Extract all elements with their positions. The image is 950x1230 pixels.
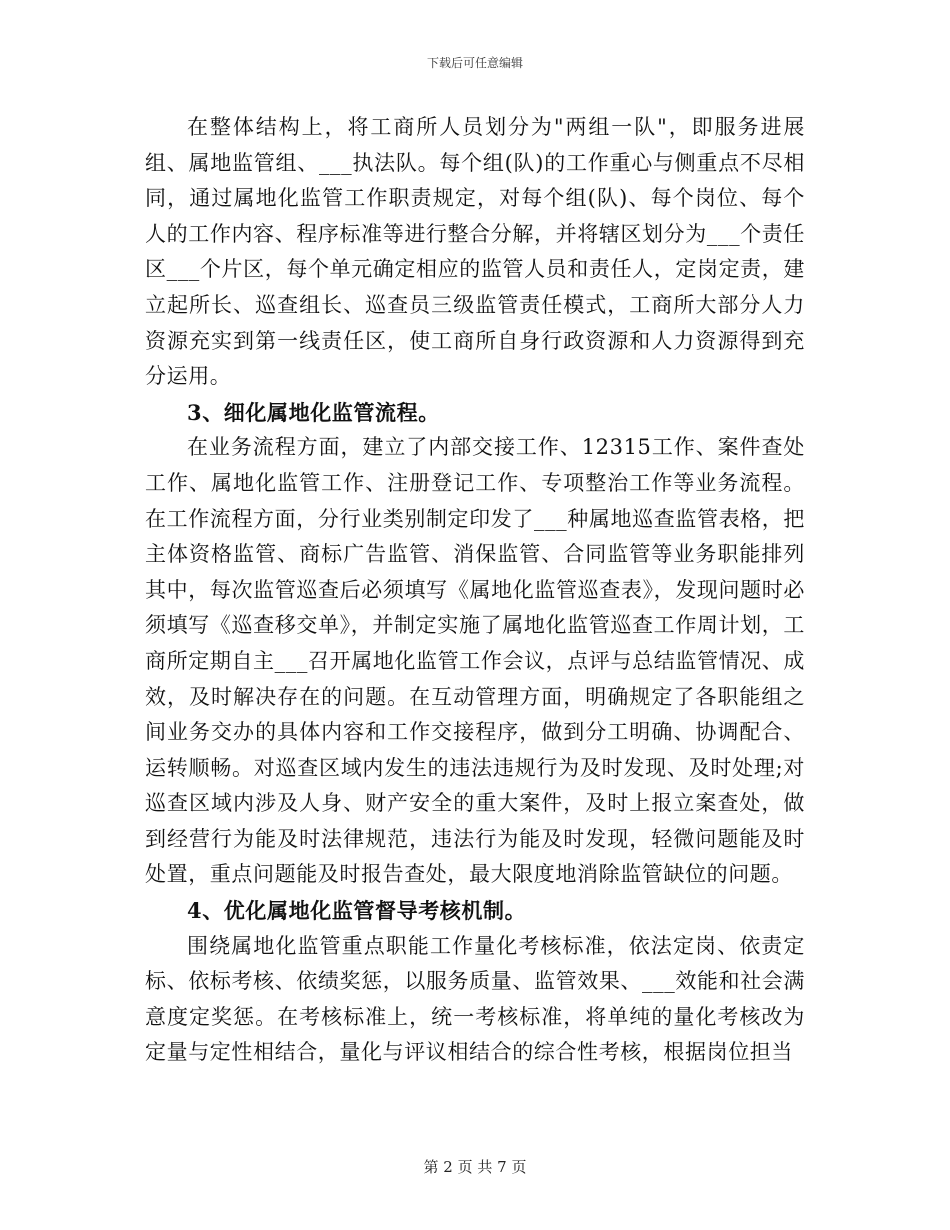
paragraph-assessment: 围绕属地化监管重点职能工作量化考核标准，依法定岗、依责定标、依标考核、依绩奖惩，以服务质量、监管效果、___效能和社会满意度定奖惩。在考核标准上，统一考核标准，将单纯的量化考核改为定量与定性相结合，量化与评议相结合的综合性考核，根据岗位担当	[145, 933, 805, 1065]
section-heading-4: 4、优化属地化监管督导考核机制。	[187, 898, 527, 924]
paragraph-process: 在业务流程方面，建立了内部交接工作、12315工作、案件查处工作、属地化监管工作、注册登记工作、专项整治工作等业务流程。在工作流程方面，分行业类别制定印发了___种属地巡查监管表格，把主体资格监管、商标广告监管、消保监管、合同监管等业务职能排列其中，每次监管巡查后必须填写《属地化监管巡查表》，发现问题时必须填写《巡查移交单》，并制定实施了属地化监管巡查工作周计划，工商所定期自主___召开属地化监管工作会议，点评与总结监管情况、成效，及时解决存在的问题。在互动管理方面，明确规定了各职能组之间业务交办的具体内容和工作交接程序，做到分工明确、协调配合、运转顺畅。对巡查区域内发生的违法违规行为及时发现、及时处理;对巡查区域内涉及人身、财产安全的重大案件，及时上报立案查处，做到经营行为能及时法律规范，违法行为能及时发现，轻微问题能及时处置，重点问题能及时报告查处，最大限度地消除监管缺位的问题。	[145, 435, 805, 887]
page-number: 第 2 页 共 7 页	[423, 1158, 527, 1176]
section-heading-3: 3、细化属地化监管流程。	[187, 399, 440, 425]
header-note: 下载后可任意编辑	[426, 56, 523, 70]
paragraph-structure: 在整体结构上，将工商所人员划分为"两组一队"，即服务进展组、属地监管组、___执法队。每个组(队)的工作重心与侧重点不尽相同，通过属地化监管工作职责规定，对每个组(队)、每个岗位、每个人的工作内容、程序标准等进行整合分解，并将辖区划分为___个责任区___个片区，每个单元确定相应的监管人员和责任人，定岗定责，建立起所长、巡查组长、巡查员三级监管责任模式，工商所大部分人力资源充实到第一线责任区，使工商所自身行政资源和人力资源得到充分运用。	[145, 115, 805, 389]
document-body	[145, 110, 805, 1071]
